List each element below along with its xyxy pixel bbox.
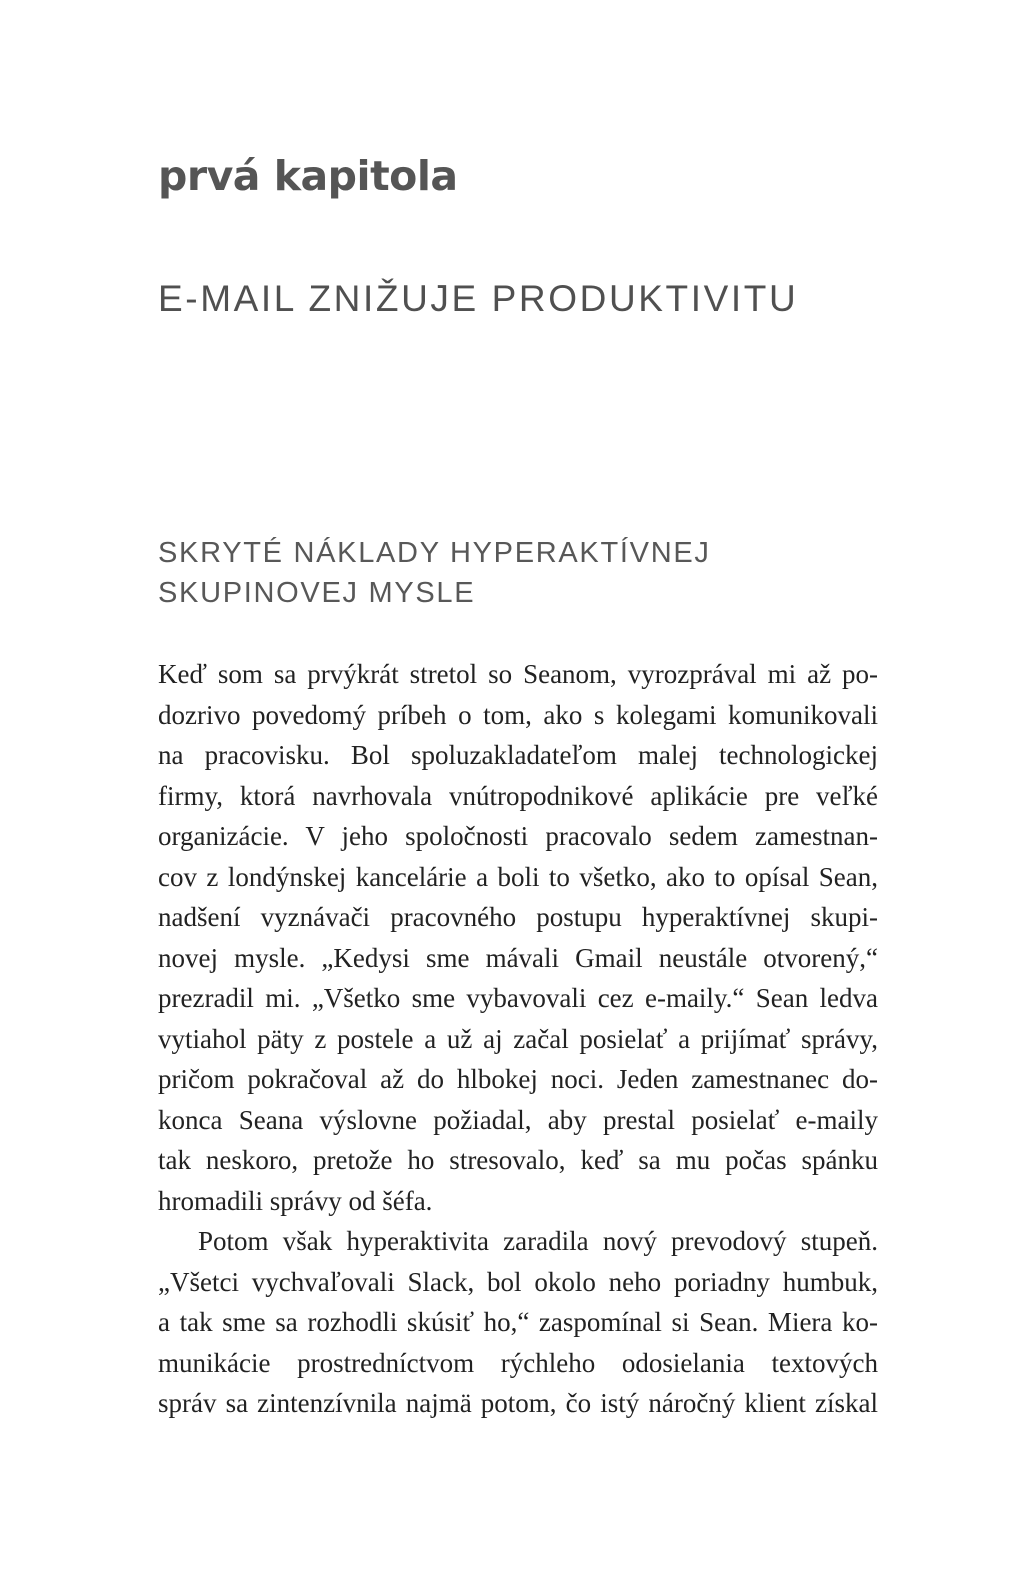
section-heading (158, 533, 711, 613)
text-line: správ sa zintenzívnila najmä potom, čo istý náročný klient získal (158, 1388, 878, 1418)
text-line: pričom pokračoval až do hlbokej noci. Jeden zamestnanec do- (158, 1064, 878, 1094)
text-line: firmy, ktorá navrhovala vnútropodnikové aplikácie pre veľké (158, 780, 878, 811)
text-line: a tak sme sa rozhodli skúsiť ho,“ zaspomínal si Sean. Miera ko- (158, 1307, 878, 1337)
text-line: hromadili správy od šéfa. (158, 1185, 433, 1216)
text-line: „Všetci vychvaľovali Slack, bol okolo neho poriadny humbuk, (158, 1266, 878, 1297)
paragraph (158, 1221, 878, 1424)
text-line: organizácie. V jeho spoločnosti pracovalo sedem zamestnan- (158, 821, 878, 851)
paragraph (158, 654, 878, 1221)
chapter-title: E-MAIL ZNIŽUJE PRODUKTIVITU (158, 278, 799, 319)
text-line: novej mysle. „Kedysi sme mávali Gmail neustále otvorený,“ (158, 942, 878, 973)
text-line: dozrivo povedomý príbeh o tom, ako s kolegami komunikovali (158, 699, 878, 730)
text-line: prezradil mi. „Všetko sme vybavovali cez e-maily.“ Sean ledva (158, 983, 878, 1013)
section-heading-line: SKRYTÉ NÁKLADY HYPERAKTÍVNEJ (158, 537, 711, 569)
text-line: Keď som sa prvýkrát stretol so Seanom, vyrozprával mi až po- (158, 659, 878, 689)
text-line: na pracovisku. Bol spoluzakladateľom malej technologickej (158, 740, 878, 770)
text-line: konca Seana výslovne požiadal, aby prestal posielať e-maily (158, 1104, 878, 1135)
text-line: nadšení vyznávači pracovného postupu hyperaktívnej skupi- (158, 902, 878, 932)
body-text (158, 654, 878, 1424)
chapter-label: prvá kapitola (158, 152, 458, 200)
text-line: cov z londýnskej kancelárie a boli to všetko, ako to opísal Sean, (158, 861, 878, 892)
section-heading-line: SKUPINOVEJ MYSLE (158, 577, 476, 609)
text-line: vytiahol päty z postele a už aj začal posielať a prijímať správy, (158, 1023, 878, 1054)
text-line: munikácie prostredníctvom rýchleho odosielania textových (158, 1347, 878, 1378)
text-line: tak neskoro, pretože ho stresovalo, keď sa mu počas spánku (158, 1145, 878, 1175)
text-line: Potom však hyperaktivita zaradila nový prevodový stupeň. (198, 1226, 878, 1256)
